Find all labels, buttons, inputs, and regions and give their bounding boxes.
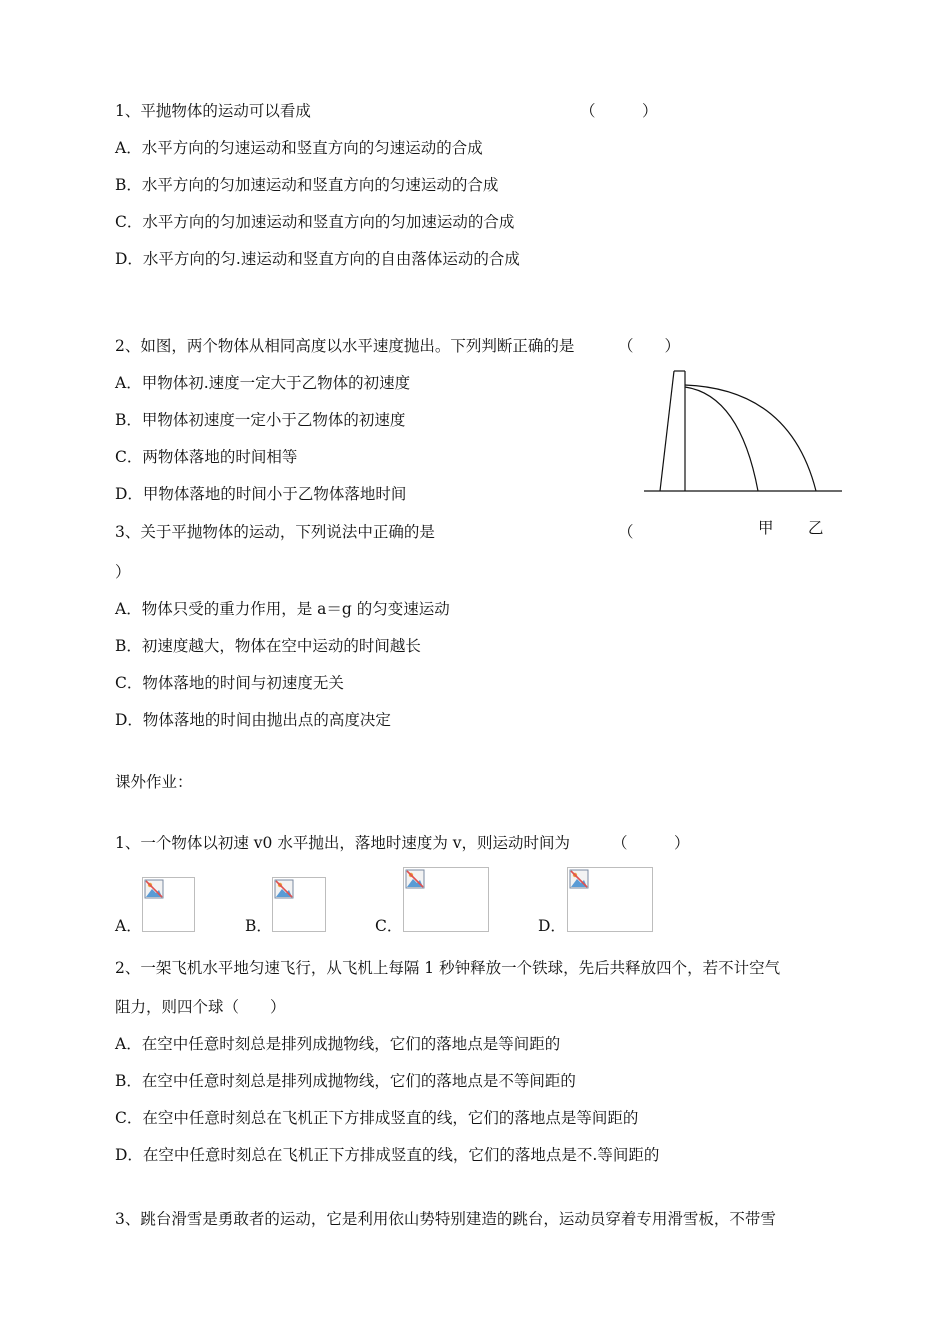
figure-label-jia: 甲 [758, 519, 774, 537]
hq2-stem-line1: 2、一架飞机水平地匀速飞行，从飞机上每隔 1 秒钟释放一个铁球，先后共释放四个，若不计空气 [115, 959, 781, 977]
q3-option-a: A．物体只受的重力作用，是 a＝g 的匀变速运动 [115, 600, 450, 618]
broken-image-icon [274, 879, 294, 899]
q2-option-c: C．两物体落地的时间相等 [115, 448, 298, 466]
hq2-option-c: C．在空中任意时刻总在飞机正下方排成竖直的线，它们的落地点是等间距的 [115, 1109, 639, 1127]
hq2-option-a: A．在空中任意时刻总是排列成抛物线，它们的落地点是等间距的 [115, 1035, 561, 1053]
q1-stem: 1、平抛物体的运动可以看成 [115, 102, 311, 120]
hq1-option-d-image [567, 867, 653, 932]
q2-option-b: B．甲物体初速度一定小于乙物体的初速度 [115, 411, 406, 429]
q1-option-b: B．水平方向的匀加速运动和竖直方向的匀速运动的合成 [115, 176, 499, 194]
q3-option-c: C．物体落地的时间与初速度无关 [115, 674, 344, 692]
q2-option-a: A．甲物体初.速度一定大于乙物体的初速度 [115, 374, 411, 392]
figure-label-yi: 乙 [808, 519, 824, 537]
hq2-option-d: D．在空中任意时刻总在飞机正下方排成竖直的线，它们的落地点是不.等间距的 [115, 1146, 660, 1164]
q3-paren-open: （ [618, 523, 634, 541]
q2-answer-paren: （ ） [618, 337, 681, 355]
q1-answer-paren: （ ） [580, 102, 658, 120]
q3-paren-close: ） [115, 563, 131, 581]
broken-image-icon [405, 869, 425, 889]
broken-image-icon [569, 869, 589, 889]
hq2-stem-line2: 阻力，则四个球（ ） [115, 998, 286, 1016]
hq3-stem-line1: 3、跳台滑雪是勇敢者的运动，它是利用依山势特别建造的跳台，运动员穿着专用滑雪板，不带雪 [115, 1210, 776, 1228]
q3-option-b: B．初速度越大，物体在空中运动的时间越长 [115, 637, 421, 655]
hq1-option-a-label: A． [115, 917, 142, 935]
hq1-option-b-image [272, 877, 326, 932]
hq1-option-c-label: C． [375, 917, 403, 935]
tower-slope-edge [660, 371, 674, 491]
trajectory-jia [685, 387, 758, 491]
hq1-option-c-image [403, 867, 489, 932]
homework-heading: 课外作业： [115, 773, 193, 791]
hq1-stem: 1、一个物体以初速 v0 水平抛出，落地时速度为 v，则运动时间为 [115, 834, 571, 852]
q2-stem: 2、如图，两个物体从相同高度以水平速度抛出。下列判断正确的是 [115, 337, 575, 355]
trajectory-yi [685, 385, 816, 491]
broken-image-icon [144, 879, 164, 899]
q3-stem: 3、关于平抛物体的运动，下列说法中正确的是 [115, 523, 435, 541]
projectile-diagram [640, 365, 850, 500]
hq1-answer-paren: （ ） [612, 834, 690, 852]
hq1-option-d-label: D． [538, 917, 566, 935]
q1-option-a: A．水平方向的匀速运动和竖直方向的匀速运动的合成 [115, 139, 483, 157]
hq1-option-a-image [142, 877, 195, 932]
hq2-option-b: B．在空中任意时刻总是排列成抛物线，它们的落地点是不等间距的 [115, 1072, 576, 1090]
q3-option-d: D．物体落地的时间由抛出点的高度决定 [115, 711, 391, 729]
q2-option-d: D．甲物体落地的时间小于乙物体落地时间 [115, 485, 407, 503]
q1-option-c: C．水平方向的匀加速运动和竖直方向的匀加速运动的合成 [115, 213, 515, 231]
q1-option-d: D．水平方向的匀.速运动和竖直方向的自由落体运动的合成 [115, 250, 520, 268]
hq1-option-b-label: B． [245, 917, 272, 935]
